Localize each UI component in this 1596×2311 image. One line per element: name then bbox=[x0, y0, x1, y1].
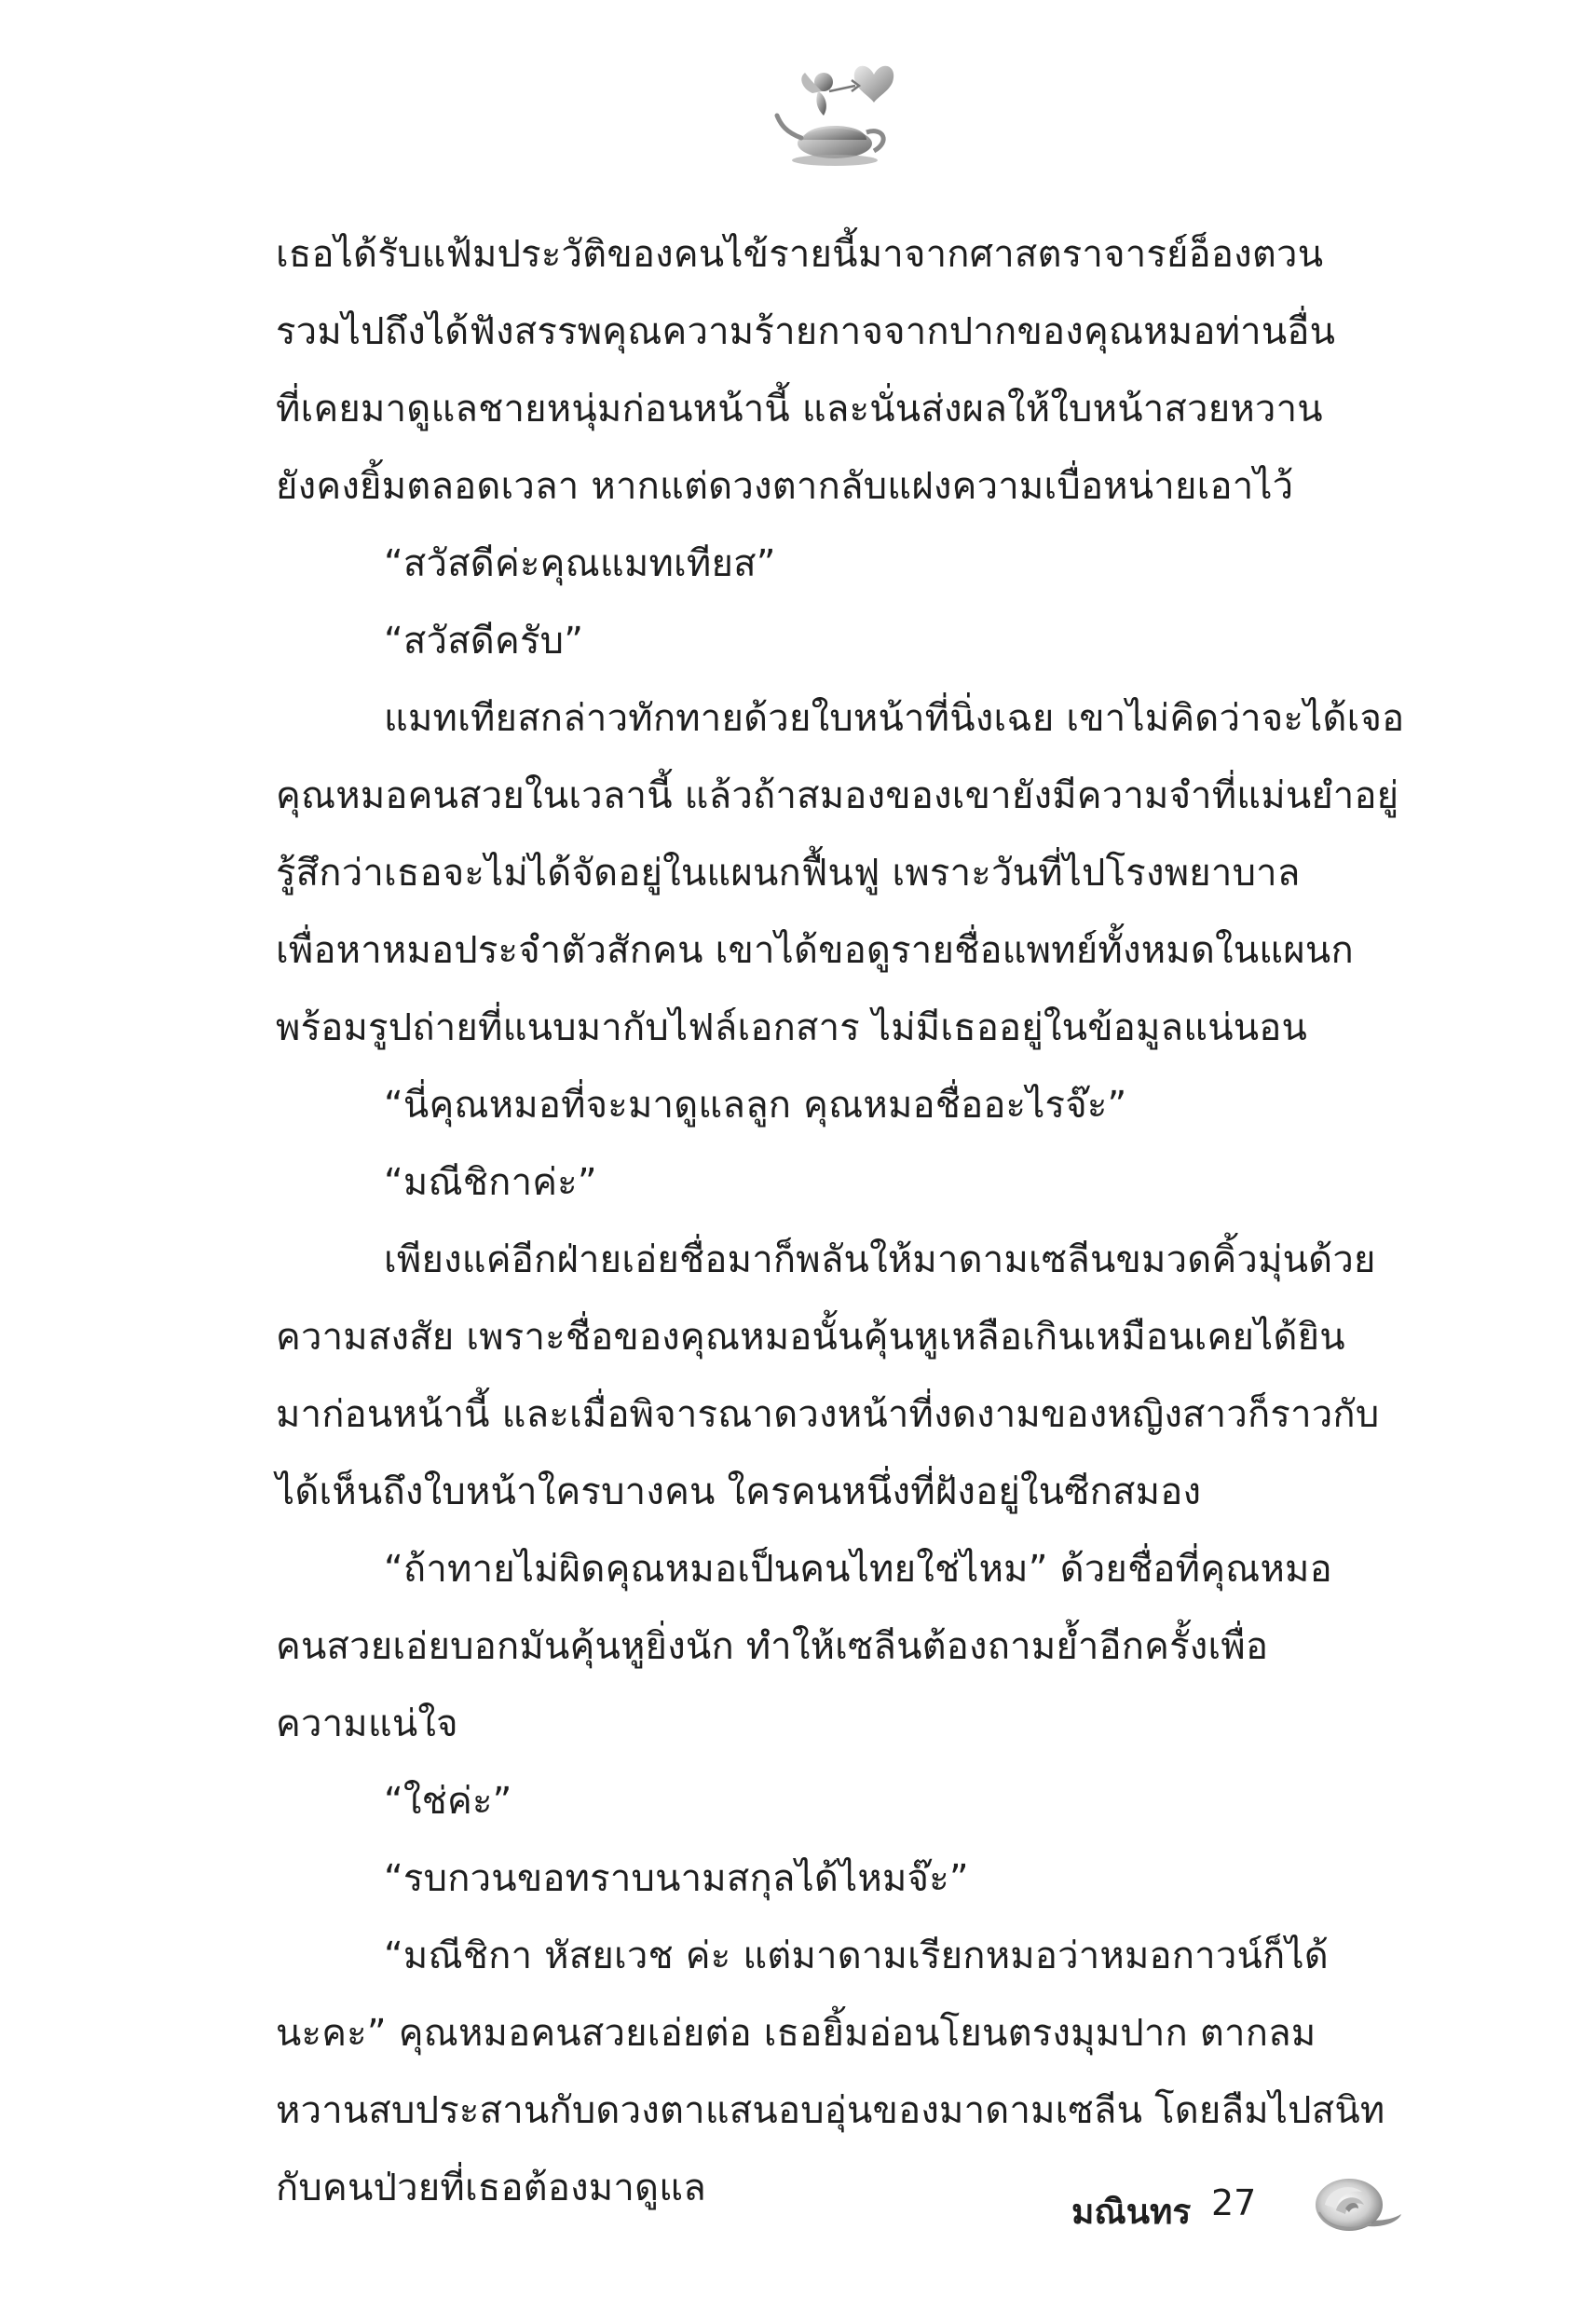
text-line: ความแน่ใจ bbox=[276, 1702, 458, 1745]
text-line: “มณีชิกาค่ะ” bbox=[384, 1161, 597, 1204]
rose-icon bbox=[1304, 2167, 1407, 2242]
text-line: รวมไปถึงได้ฟังสรรพคุณความร้ายกาจจากปากของคุณหมอท่านอื่น bbox=[276, 310, 1336, 353]
text-line: หวานสบประสานกับดวงตาแสนอบอุ่นของมาดามเซลีน โดยลืมไปสนิท bbox=[276, 2089, 1385, 2132]
text-line: แมทเทียสกล่าวทักทายด้วยใบหน้าที่นิ่งเฉย เขาไม่คิดว่าจะได้เจอ bbox=[384, 697, 1405, 740]
text-line: พร้อมรูปถ่ายที่แนบมากับไฟล์เอกสาร ไม่มีเธออยู่ในข้อมูลแน่นอน bbox=[276, 1006, 1308, 1049]
text-line: คนสวยเอ่ยบอกมันคุ้นหูยิ่งนัก ทำให้เซลีนต้องถามย้ำอีกครั้งเพื่อ bbox=[276, 1625, 1269, 1668]
text-line: “ถ้าทายไม่ผิดคุณหมอเป็นคนไทยใช่ไหม” ด้วยชื่อที่คุณหมอ bbox=[384, 1548, 1332, 1591]
text-line: กับคนป่วยที่เธอต้องมาดูแล bbox=[276, 2167, 706, 2209]
text-line: ที่เคยมาดูแลชายหนุ่มก่อนหน้านี้ และนั่นส่งผลให้ใบหน้าสวยหวาน bbox=[276, 388, 1323, 431]
text-line: “สวัสดีครับ” bbox=[384, 620, 584, 663]
text-line: “นี่คุณหมอที่จะมาดูแลลูก คุณหมอชื่ออะไรจ๊ะ” bbox=[384, 1084, 1127, 1127]
text-line: คุณหมอคนสวยในเวลานี้ แล้วถ้าสมองของเขายังมีความจำที่แม่นยำอยู่ bbox=[276, 774, 1399, 817]
text-line: เพียงแค่อีกฝ่ายเอ่ยชื่อมาก็พลันให้มาดามเซลีนขมวดคิ้วมุ่นด้วย bbox=[384, 1238, 1376, 1281]
text-line: ได้เห็นถึงใบหน้าใครบางคน ใครคนหนึ่งที่ฝังอยู่ในซีกสมอง bbox=[276, 1470, 1202, 1513]
text-line: เธอได้รับแฟ้มประวัติของคนไข้รายนี้มาจากศาสตราจารย์อ็องตวน bbox=[276, 233, 1324, 276]
text-line: “รบกวนขอทราบนามสกุลได้ไหมจ๊ะ” bbox=[384, 1857, 969, 1900]
text-line: รู้สึกว่าเธอจะไม่ได้จัดอยู่ในแผนกฟื้นฟู เพราะวันที่ไปโรงพยาบาล bbox=[276, 852, 1301, 895]
cupid-teapot-icon bbox=[770, 54, 909, 171]
page-footer bbox=[1071, 2167, 1463, 2251]
text-line: เพื่อหาหมอประจำตัวสักคน เขาได้ขอดูรายชื่อแพทย์ทั้งหมดในแผนก bbox=[276, 929, 1354, 972]
page-number: 27 bbox=[1211, 2182, 1257, 2223]
text-line: “สวัสดีค่ะคุณแมทเทียส” bbox=[384, 542, 776, 585]
text-line: ความสงสัย เพราะชื่อของคุณหมอนั้นคุ้นหูเหลือเกินเหมือนเคยได้ยิน bbox=[276, 1316, 1345, 1359]
text-line: นะคะ” คุณหมอคนสวยเอ่ยต่อ เธอยิ้มอ่อนโยนตรงมุมปาก ตากลม bbox=[276, 2012, 1316, 2055]
text-line: ยังคงยิ้มตลอดเวลา หากแต่ดวงตากลับแฝงความเบื่อหน่ายเอาไว้ bbox=[276, 465, 1294, 508]
text-line: “มณีชิกา หัสยเวช ค่ะ แต่มาดามเรียกหมอว่าหมอกาวน์ก็ได้ bbox=[384, 1935, 1329, 1977]
author-name: มณินทร bbox=[1071, 2192, 1192, 2232]
text-line: มาก่อนหน้านี้ และเมื่อพิจารณาดวงหน้าที่งดงามของหญิงสาวก็ราวกับ bbox=[276, 1393, 1380, 1436]
body-text bbox=[276, 216, 1418, 2227]
text-line: “ใช่ค่ะ” bbox=[384, 1780, 512, 1823]
